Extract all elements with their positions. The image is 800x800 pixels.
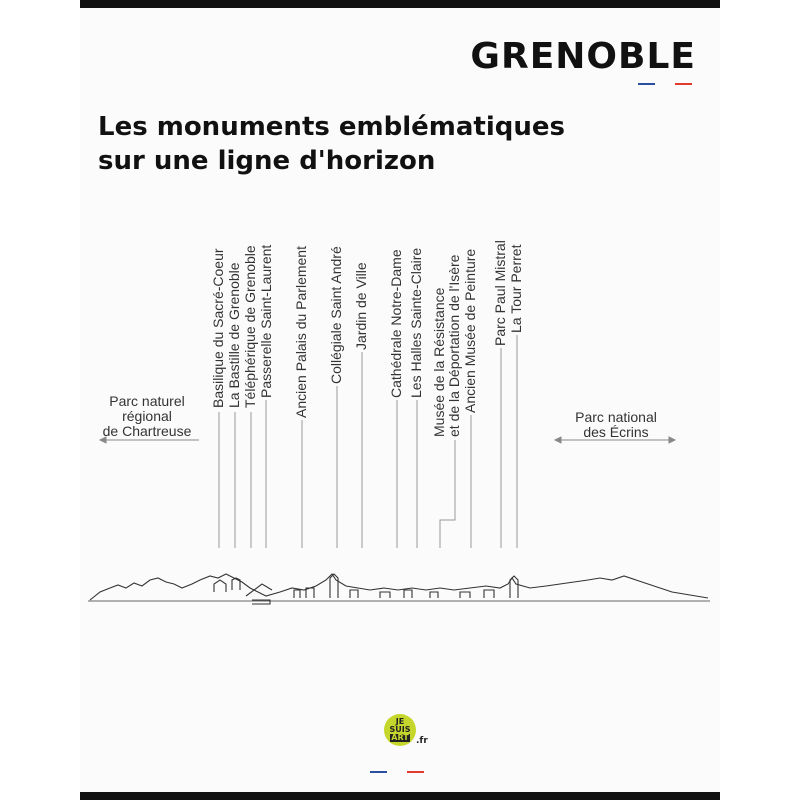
logo-domain: .fr — [416, 736, 428, 746]
title-line-1: Les monuments emblématiques — [98, 112, 565, 142]
tricolor-accent-bottom — [370, 771, 424, 773]
label-passerelle: Passerelle Saint-Laurent — [258, 244, 274, 398]
park-right-line-1: Parc national — [575, 409, 657, 425]
skyline-silhouette — [88, 574, 710, 604]
title-line-2: sur une ligne d'horizon — [98, 146, 436, 176]
park-left-line-3: de Chartreuse — [102, 423, 192, 439]
park-ecrins — [560, 410, 672, 440]
park-left-line-2: régional — [122, 408, 172, 424]
label-tour-perret: La Tour Perret — [508, 244, 524, 333]
logo-line-2: SUIS — [389, 725, 411, 734]
park-chartreuse — [98, 394, 196, 439]
logo-line-1: JE — [395, 717, 405, 726]
label-telepherique: Téléphérique de Grenoble — [242, 245, 258, 408]
label-bastille: La Bastille de Grenoble — [226, 262, 242, 408]
park-right-line-2: des Écrins — [583, 424, 649, 440]
label-collegiale: Collégiale Saint André — [328, 246, 344, 384]
label-cathedrale: Cathédrale Notre-Dame — [388, 249, 404, 398]
logo-line-3: ART — [391, 733, 409, 742]
jesuisart-logo — [384, 714, 416, 746]
label-basilique: Basilique du Sacré-Coeur — [210, 248, 226, 408]
label-parc-mistral: Parc Paul Mistral — [492, 240, 508, 346]
label-jardin-ville: Jardin de Ville — [353, 262, 369, 350]
label-palais-parlement: Ancien Palais du Parlement — [293, 246, 309, 418]
label-musee-peinture: Ancien Musée de Peinture — [462, 248, 478, 413]
label-musee-resistance-2: et de la Déportation de l'Isère — [446, 254, 462, 437]
park-left-line-1: Parc naturel — [109, 393, 185, 409]
flag-red-stripe-bottom — [407, 771, 424, 773]
city-name: GRENOBLE — [470, 36, 696, 77]
label-halles: Les Halles Sainte-Claire — [408, 247, 424, 398]
label-musee-resistance-1: Musée de la Résistance — [431, 287, 447, 437]
flag-blue-stripe-bottom — [370, 771, 387, 773]
